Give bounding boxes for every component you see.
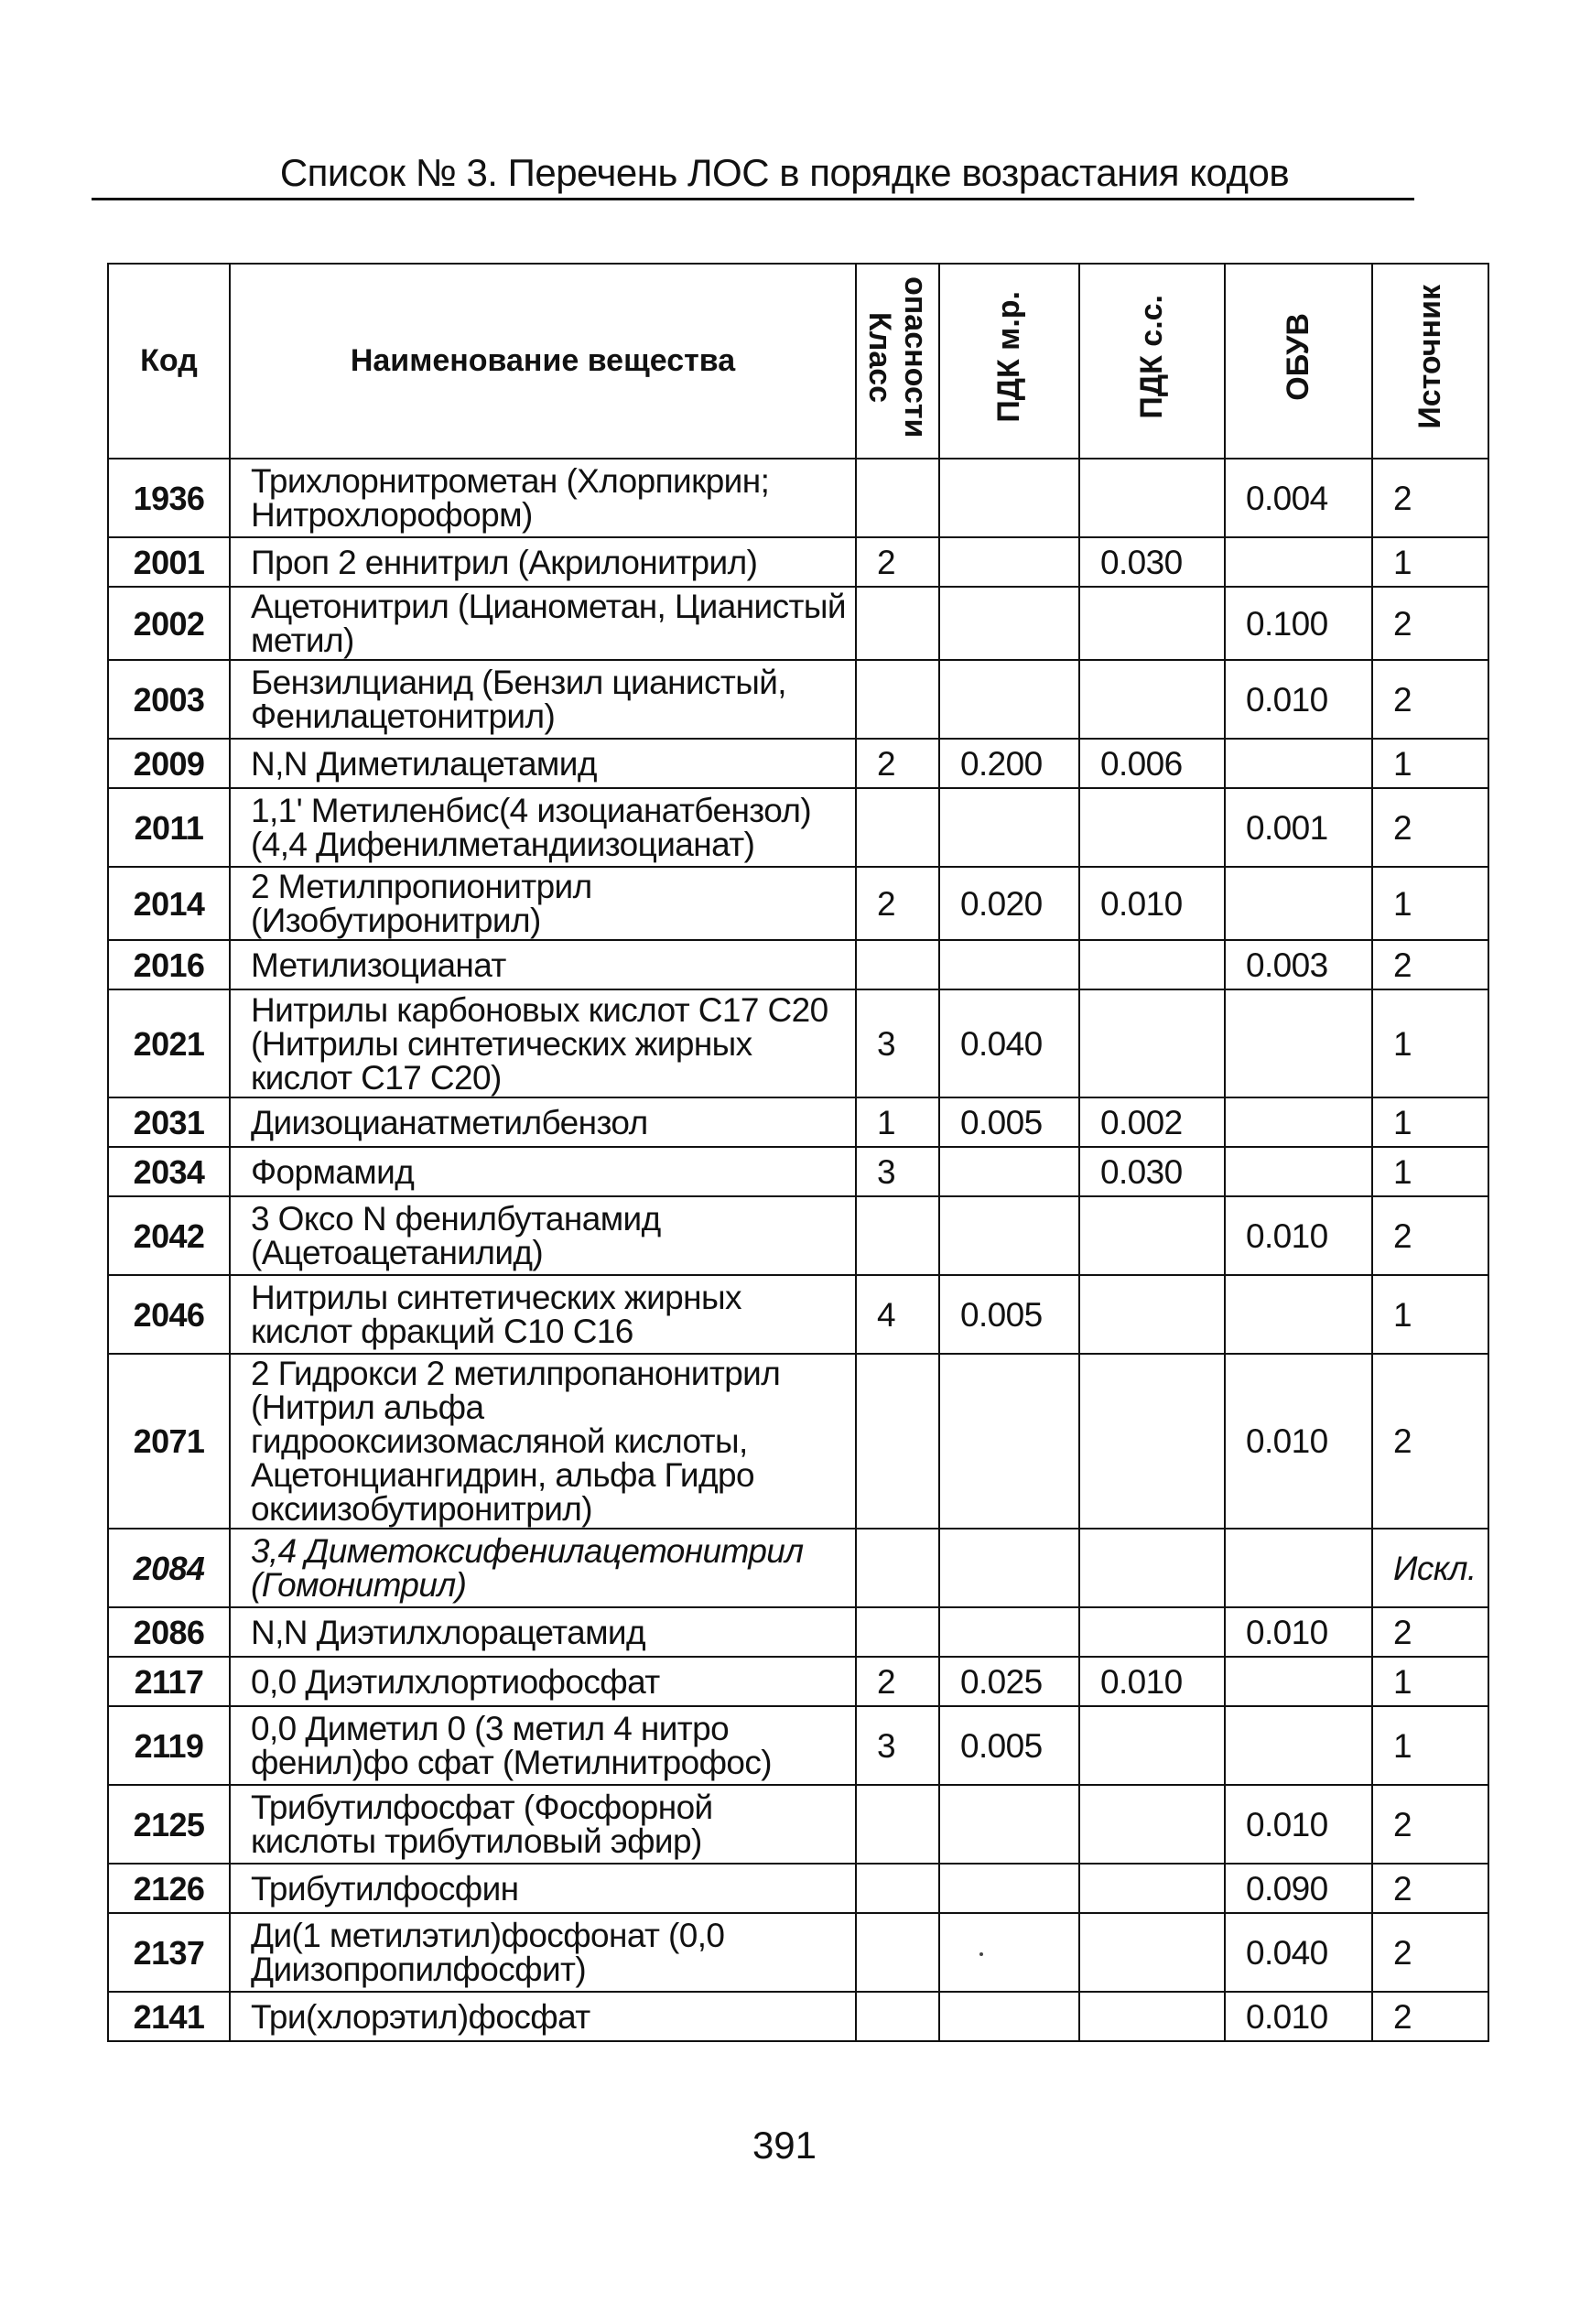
cell-code: 2011 [108, 788, 230, 867]
cell-class [856, 1607, 939, 1657]
column-header-pdk-ss [1079, 264, 1225, 459]
cell-code: 2046 [108, 1275, 230, 1354]
table-row [108, 1196, 1488, 1275]
cell-code: 2119 [108, 1706, 230, 1785]
cell-obuv: 0.090 [1225, 1864, 1372, 1913]
cell-class: 2 [856, 537, 939, 587]
cell-name: Трибутилфосфат (Фосфорной кислоты трибутиловый эфир) [230, 1785, 856, 1864]
cell-name: Проп 2 еннитрил (Акрилонитрил) [230, 537, 856, 587]
column-header-obuv [1225, 264, 1372, 459]
cell-class [856, 940, 939, 989]
cell-source: 1 [1372, 1097, 1488, 1147]
cell-obuv [1225, 1097, 1372, 1147]
column-header-class-word: Класс [862, 311, 898, 403]
cell-obuv: 0.010 [1225, 1992, 1372, 2041]
cell-code: 2126 [108, 1864, 230, 1913]
cell-class: 4 [856, 1275, 939, 1354]
cell-pdk-ss: 0.010 [1079, 1657, 1225, 1706]
cell-source: 2 [1372, 660, 1488, 739]
cell-pdk-mr [939, 1196, 1079, 1275]
cell-code: 2137 [108, 1913, 230, 1992]
cell-obuv [1225, 739, 1372, 788]
cell-name: Метилизоцианат [230, 940, 856, 989]
cell-pdk-mr: 0.005 [939, 1275, 1079, 1354]
cell-name: Трибутилфосфин [230, 1864, 856, 1913]
cell-name: Формамид [230, 1147, 856, 1196]
cell-name: Ди(1 метилэтил)фосфонат (0,0 Диизопропилфосфит) [230, 1913, 856, 1992]
cell-code: 2086 [108, 1607, 230, 1657]
table-row [108, 989, 1488, 1097]
cell-source: 1 [1372, 1657, 1488, 1706]
cell-obuv: 0.010 [1225, 1196, 1372, 1275]
table-row [108, 1864, 1488, 1913]
cell-source: 2 [1372, 940, 1488, 989]
cell-class [856, 1913, 939, 1992]
table-row [108, 537, 1488, 587]
cell-pdk-ss [1079, 989, 1225, 1097]
cell-source: 2 [1372, 1785, 1488, 1864]
cell-name: N,N Диметилацетамид [230, 739, 856, 788]
cell-class [856, 1864, 939, 1913]
cell-name: 0,0 Диэтилхлортиофосфат [230, 1657, 856, 1706]
cell-class: 2 [856, 1657, 939, 1706]
table-row [108, 1147, 1488, 1196]
cell-obuv [1225, 1657, 1372, 1706]
cell-pdk-mr: 0.200 [939, 739, 1079, 788]
cell-source: 1 [1372, 1147, 1488, 1196]
cell-pdk-mr [939, 660, 1079, 739]
cell-source: 1 [1372, 739, 1488, 788]
cell-pdk-ss [1079, 660, 1225, 739]
cell-pdk-ss: 0.002 [1079, 1097, 1225, 1147]
cell-obuv [1225, 989, 1372, 1097]
table-row [108, 940, 1488, 989]
column-header-class [856, 264, 939, 459]
cell-class: 3 [856, 1147, 939, 1196]
cell-pdk-ss [1079, 1529, 1225, 1607]
cell-obuv: 0.003 [1225, 940, 1372, 989]
cell-pdk-mr [939, 1354, 1079, 1529]
cell-name: 1,1' Метиленбис(4 изоцианатбензол) (4,4 Дифенилметандиизоцианат) [230, 788, 856, 867]
cell-class [856, 1785, 939, 1864]
cell-class [856, 587, 939, 660]
column-header-class-word: опасности [898, 276, 934, 438]
table-row [108, 660, 1488, 739]
table-row [108, 739, 1488, 788]
cell-pdk-ss [1079, 1275, 1225, 1354]
cell-name: Бензилцианид (Бензил цианистый, Фенилацетонитрил) [230, 660, 856, 739]
column-header-pdk-mr [939, 264, 1079, 459]
cell-name: Нитрилы синтетических жирных кислот фракций С10 С16 [230, 1275, 856, 1354]
cell-pdk-mr [939, 788, 1079, 867]
cell-class: 2 [856, 739, 939, 788]
cell-pdk-mr [939, 1607, 1079, 1657]
cell-obuv [1225, 1275, 1372, 1354]
column-header-pdk-mr-text: ПДК м.р. [990, 291, 1026, 423]
cell-name: Трихлорнитрометан (Хлорпикрин; Нитрохлороформ) [230, 459, 856, 537]
cell-source: Искл. [1372, 1529, 1488, 1607]
cell-source: 2 [1372, 459, 1488, 537]
column-header-class-text [861, 276, 933, 438]
table-row [108, 1657, 1488, 1706]
cell-pdk-ss [1079, 587, 1225, 660]
cell-pdk-mr: 0.005 [939, 1706, 1079, 1785]
cell-code: 2042 [108, 1196, 230, 1275]
cell-source: 1 [1372, 537, 1488, 587]
cell-class: 2 [856, 867, 939, 940]
cell-obuv [1225, 1147, 1372, 1196]
cell-obuv: 0.010 [1225, 1607, 1372, 1657]
cell-code: 2141 [108, 1992, 230, 2041]
cell-class [856, 788, 939, 867]
cell-code: 2002 [108, 587, 230, 660]
table-body [108, 459, 1488, 2041]
cell-code: 2001 [108, 537, 230, 587]
cell-pdk-ss [1079, 1354, 1225, 1529]
page-header-title: Список № 3. Перечень ЛОС в порядке возрастания кодов [279, 151, 1290, 194]
cell-source: 1 [1372, 1275, 1488, 1354]
cell-obuv: 0.010 [1225, 660, 1372, 739]
cell-obuv: 0.100 [1225, 587, 1372, 660]
cell-pdk-ss [1079, 1706, 1225, 1785]
cell-source: 2 [1372, 788, 1488, 867]
cell-pdk-ss: 0.030 [1079, 537, 1225, 587]
cell-name: 2 Гидрокси 2 метилпропанонитрил (Нитрил альфа гидрооксиизомасляной кислоты, Ацетонциангидрин, альфа Гидро оксиизобутиронитрил) [230, 1354, 856, 1529]
cell-pdk-mr [939, 1147, 1079, 1196]
table-row [108, 1785, 1488, 1864]
cell-obuv: 0.040 [1225, 1913, 1372, 1992]
table-row [108, 459, 1488, 537]
column-header-source [1372, 264, 1488, 459]
column-header-name: Наименование вещества [230, 264, 856, 459]
stray-print-mark [979, 1952, 983, 1956]
cell-pdk-ss [1079, 940, 1225, 989]
cell-obuv [1225, 1529, 1372, 1607]
table-row [108, 788, 1488, 867]
cell-obuv [1225, 1706, 1372, 1785]
cell-class: 3 [856, 989, 939, 1097]
table-row [108, 1607, 1488, 1657]
cell-pdk-mr [939, 940, 1079, 989]
table-header-row [108, 264, 1488, 459]
cell-pdk-mr [939, 1529, 1079, 1607]
cell-pdk-ss: 0.030 [1079, 1147, 1225, 1196]
cell-pdk-ss [1079, 1196, 1225, 1275]
cell-pdk-ss [1079, 1607, 1225, 1657]
cell-pdk-ss [1079, 1992, 1225, 2041]
cell-code: 2117 [108, 1657, 230, 1706]
cell-source: 2 [1372, 1354, 1488, 1529]
cell-obuv [1225, 537, 1372, 587]
cell-class: 1 [856, 1097, 939, 1147]
table-row [108, 867, 1488, 940]
column-header-source-text: Источник [1412, 285, 1447, 429]
cell-pdk-mr [939, 1864, 1079, 1913]
substances-table [107, 263, 1489, 2042]
cell-code: 2009 [108, 739, 230, 788]
header-rule [92, 198, 1414, 200]
cell-name: Диизоцианатметилбензол [230, 1097, 856, 1147]
cell-pdk-ss [1079, 459, 1225, 537]
cell-obuv [1225, 867, 1372, 940]
cell-class [856, 459, 939, 537]
cell-obuv: 0.010 [1225, 1354, 1372, 1529]
cell-class [856, 660, 939, 739]
cell-source: 2 [1372, 587, 1488, 660]
cell-name: Ацетонитрил (Цианометан, Цианистый метил) [230, 587, 856, 660]
cell-class: 3 [856, 1706, 939, 1785]
cell-source: 2 [1372, 1196, 1488, 1275]
table-row [108, 1706, 1488, 1785]
cell-name: Три(хлорэтил)фосфат [230, 1992, 856, 2041]
cell-code: 2084 [108, 1529, 230, 1607]
cell-code: 2034 [108, 1147, 230, 1196]
cell-pdk-mr: 0.040 [939, 989, 1079, 1097]
cell-name: Нитрилы карбоновых кислот С17 С20 (Нитрилы синтетических жирных кислот С17 С20) [230, 989, 856, 1097]
table-row [108, 1354, 1488, 1529]
cell-pdk-mr [939, 459, 1079, 537]
cell-pdk-mr [939, 1913, 1079, 1992]
column-header-code: Код [108, 264, 230, 459]
cell-pdk-mr [939, 1992, 1079, 2041]
table-row [108, 587, 1488, 660]
cell-obuv: 0.001 [1225, 788, 1372, 867]
cell-source: 1 [1372, 867, 1488, 940]
cell-pdk-ss: 0.010 [1079, 867, 1225, 940]
cell-source: 1 [1372, 1706, 1488, 1785]
table-row [108, 1275, 1488, 1354]
table-row [108, 1992, 1488, 2041]
cell-pdk-ss [1079, 1864, 1225, 1913]
cell-code: 2021 [108, 989, 230, 1097]
cell-code: 2071 [108, 1354, 230, 1529]
cell-pdk-ss [1079, 788, 1225, 867]
cell-class [856, 1354, 939, 1529]
cell-code: 2014 [108, 867, 230, 940]
cell-pdk-mr [939, 537, 1079, 587]
cell-code: 2125 [108, 1785, 230, 1864]
cell-pdk-mr [939, 1785, 1079, 1864]
cell-obuv: 0.010 [1225, 1785, 1372, 1864]
cell-source: 1 [1372, 989, 1488, 1097]
cell-obuv: 0.004 [1225, 459, 1372, 537]
cell-code: 2016 [108, 940, 230, 989]
cell-pdk-mr [939, 587, 1079, 660]
cell-class [856, 1992, 939, 2041]
cell-name: 0,0 Диметил 0 (3 метил 4 нитро фенил)фо сфат (Метилнитрофос) [230, 1706, 856, 1785]
cell-class [856, 1529, 939, 1607]
cell-code: 2003 [108, 660, 230, 739]
cell-name: 3 Оксо N фенилбутанамид (Ацетоацетанилид) [230, 1196, 856, 1275]
substances-table-container [107, 263, 1488, 2042]
cell-code: 2031 [108, 1097, 230, 1147]
cell-pdk-ss: 0.006 [1079, 739, 1225, 788]
cell-name: 2 Метилпропионитрил (Изобутиронитрил) [230, 867, 856, 940]
table-row [108, 1913, 1488, 1992]
cell-pdk-ss [1079, 1785, 1225, 1864]
cell-name: 3,4 Диметоксифенилацетонитрил (Гомонитрил) [230, 1529, 856, 1607]
page-number: 391 [752, 2124, 817, 2167]
cell-source: 2 [1372, 1607, 1488, 1657]
cell-pdk-mr: 0.005 [939, 1097, 1079, 1147]
cell-name: N,N Диэтилхлорацетамид [230, 1607, 856, 1657]
table-row [108, 1097, 1488, 1147]
cell-source: 2 [1372, 1992, 1488, 2041]
cell-source: 2 [1372, 1913, 1488, 1992]
cell-pdk-mr: 0.020 [939, 867, 1079, 940]
cell-source: 2 [1372, 1864, 1488, 1913]
table-row [108, 1529, 1488, 1607]
cell-class [856, 1196, 939, 1275]
cell-code: 1936 [108, 459, 230, 537]
cell-pdk-mr: 0.025 [939, 1657, 1079, 1706]
column-header-obuv-text: ОБУВ [1280, 313, 1315, 401]
cell-pdk-ss [1079, 1913, 1225, 1992]
column-header-pdk-ss-text: ПДК с.с. [1133, 295, 1169, 419]
